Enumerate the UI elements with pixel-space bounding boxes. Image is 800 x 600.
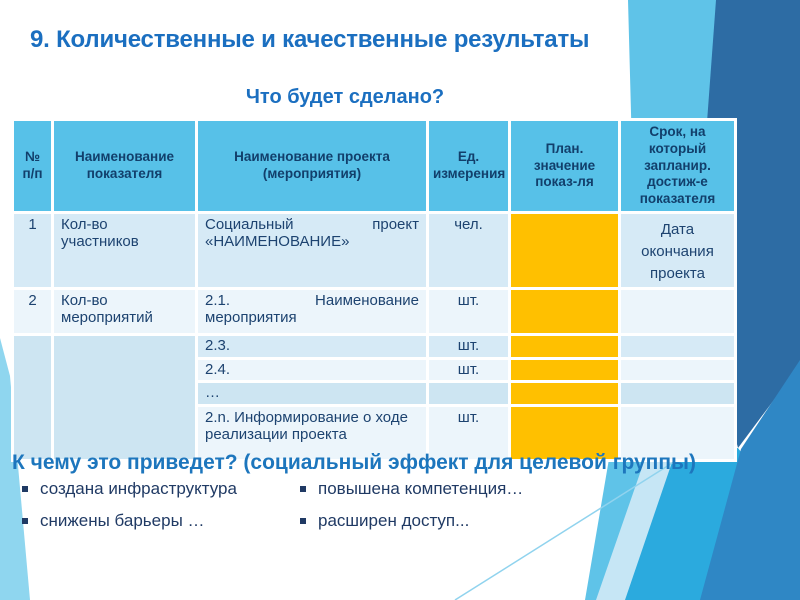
cell-unit: шт. xyxy=(428,405,510,460)
cell-unit: чел. xyxy=(428,213,510,289)
project-word: проект xyxy=(372,216,419,233)
list-item xyxy=(300,479,523,499)
cell-plan-value xyxy=(510,289,620,335)
cell-plan-value xyxy=(510,382,620,406)
cell-unit: шт. xyxy=(428,289,510,335)
cell-indicator-merged xyxy=(53,335,197,461)
cell-unit xyxy=(428,382,510,406)
project-word: Социальный xyxy=(205,216,294,233)
bullet-text: расширен доступ... xyxy=(318,511,470,530)
cell-project xyxy=(197,289,428,335)
cell-deadline xyxy=(620,289,736,335)
square-bullet-icon xyxy=(300,486,306,492)
header-num: № п/п xyxy=(13,120,53,213)
bullet-text: повышена компетенция… xyxy=(318,479,524,498)
cell-num-merged xyxy=(13,335,53,461)
header-plan-value: План. значение показ-ля xyxy=(510,120,620,213)
cell-deadline xyxy=(620,358,736,382)
table-header-row xyxy=(13,120,736,213)
project-line2: мероприятия xyxy=(205,309,297,326)
project-word: 2.1. xyxy=(205,292,231,309)
cell-project: 2.3. xyxy=(197,335,428,359)
effect-heading: К чему это приведет? (социальный эффект для целевой группы) xyxy=(12,451,696,474)
cell-deadline xyxy=(620,382,736,406)
cell-project xyxy=(197,213,428,289)
header-indicator: Наименование показателя xyxy=(53,120,197,213)
square-bullet-icon xyxy=(22,518,28,524)
cell-unit: шт. xyxy=(428,335,510,359)
table-row xyxy=(13,289,736,335)
bullet-text: снижены барьеры … xyxy=(40,511,205,530)
cell-plan-value xyxy=(510,213,620,289)
cell-project: 2.4. xyxy=(197,358,428,382)
cell-deadline: Дата окончания проекта xyxy=(620,213,736,289)
cell-indicator: Кол-во мероприятий xyxy=(53,289,197,335)
table-row xyxy=(13,335,736,359)
cell-indicator: Кол-во участников xyxy=(53,213,197,289)
cell-num: 2 xyxy=(13,289,53,335)
header-project: Наименование проекта (мероприятия) xyxy=(197,120,428,213)
square-bullet-icon xyxy=(22,486,28,492)
cell-plan-value xyxy=(510,335,620,359)
bullet-list-left xyxy=(22,479,237,543)
bullet-list-right xyxy=(300,479,523,543)
list-item xyxy=(22,479,237,499)
bullet-text: создана инфраструктура xyxy=(40,479,237,498)
header-unit: Ед. измерения xyxy=(428,120,510,213)
list-item xyxy=(22,511,237,531)
cell-plan-value xyxy=(510,358,620,382)
cell-deadline xyxy=(620,335,736,359)
project-word: Наименование xyxy=(315,292,419,309)
header-deadline: Срок, на который запланир. достиж-е показателя xyxy=(620,120,736,213)
cell-num: 1 xyxy=(13,213,53,289)
cell-project: … xyxy=(197,382,428,406)
table-row xyxy=(13,213,736,289)
project-line2: «НАИМЕНОВАНИЕ» xyxy=(205,233,350,250)
square-bullet-icon xyxy=(300,518,306,524)
cell-unit: шт. xyxy=(428,358,510,382)
cell-project: 2.n. Информирование о ходе реализации проекта xyxy=(197,405,428,460)
results-table xyxy=(11,118,737,462)
results-table-container xyxy=(11,118,737,462)
list-item xyxy=(300,511,523,531)
slide-subtitle: Что будет сделано? xyxy=(245,86,445,108)
slide-title: 9. Количественные и качественные результаты xyxy=(30,26,590,53)
